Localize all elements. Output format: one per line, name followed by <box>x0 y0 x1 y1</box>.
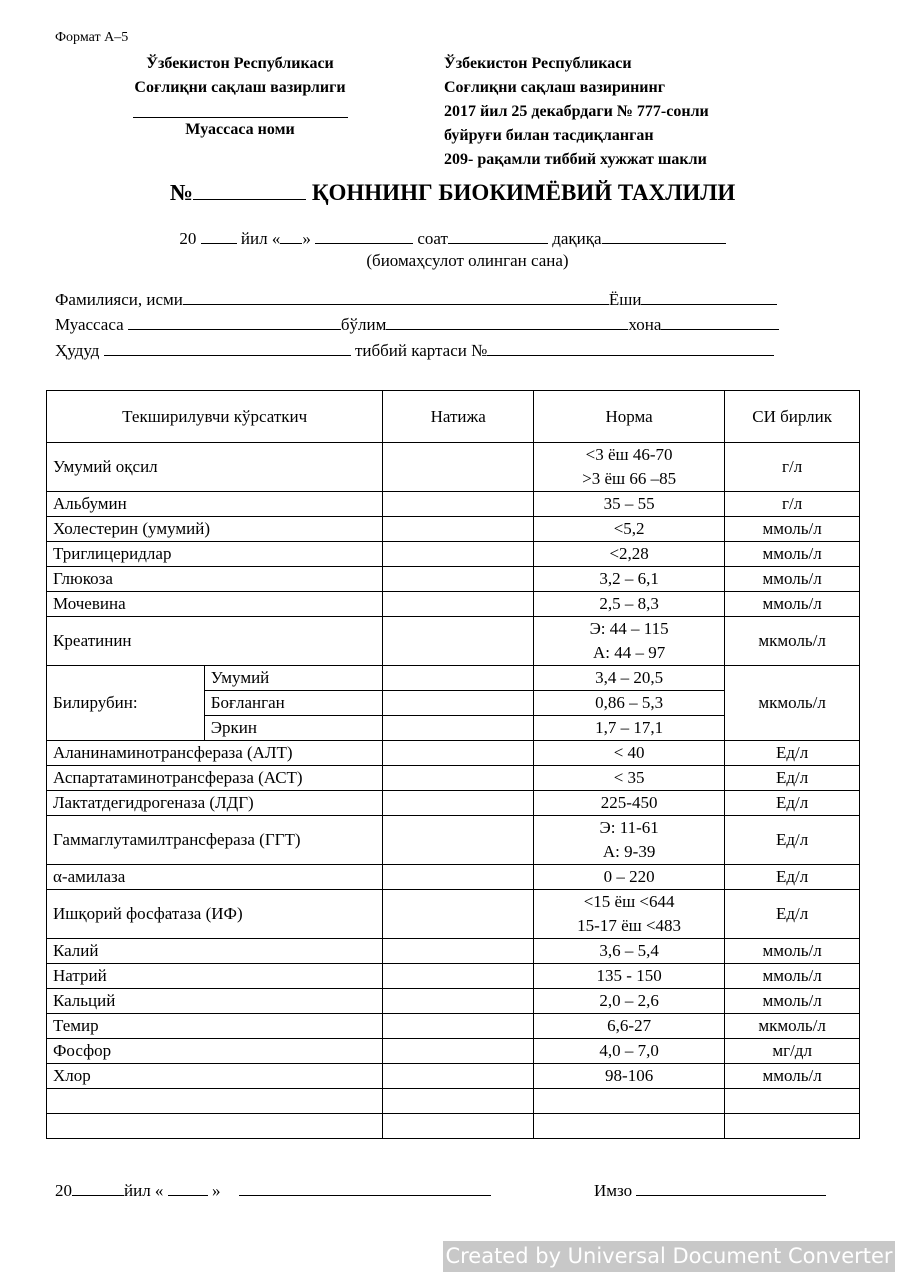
patient-name-line <box>55 289 777 310</box>
unit-cell: мкмоль/л <box>725 1014 860 1039</box>
norm-cell: 35 – 55 <box>533 492 724 517</box>
title-number-blank[interactable] <box>193 181 306 200</box>
norm-cell: 3,6 – 5,4 <box>533 939 724 964</box>
norm-cell: 4,0 – 7,0 <box>533 1039 724 1064</box>
format-label: Формат А–5 <box>55 30 129 45</box>
unit-cell: Ед/л <box>725 890 860 939</box>
table-row <box>47 542 860 567</box>
footer-signature <box>594 1180 826 1201</box>
document-title <box>0 180 905 206</box>
date-hour-label: соат <box>417 229 448 248</box>
bilirubin-sub-name: Умумий <box>204 666 383 691</box>
norm-cell: <5,2 <box>533 517 724 542</box>
norm-line: А: 44 – 97 <box>592 643 666 662</box>
indicator-name: Аланинаминотрансфераза (АЛТ) <box>47 741 383 766</box>
result-cell[interactable] <box>383 1064 534 1089</box>
result-cell[interactable] <box>383 890 534 939</box>
norm-cell: < 40 <box>533 741 724 766</box>
header-right <box>444 52 709 172</box>
unit-cell: Ед/л <box>725 741 860 766</box>
indicator-name: Темир <box>47 1014 383 1039</box>
sample-date-line <box>0 228 905 249</box>
norm-line: <15 ёш <644 <box>583 892 675 911</box>
institution-name-blank[interactable] <box>133 100 348 118</box>
empty-indicator-cell[interactable] <box>47 1089 383 1114</box>
patient-name-blank[interactable] <box>183 289 609 305</box>
region-label: Ҳудуд <box>55 341 100 360</box>
date-hour-blank[interactable] <box>448 228 548 244</box>
header-result: Натижа <box>383 391 534 443</box>
indicator-name: Триглицеридлар <box>47 542 383 567</box>
room-blank[interactable] <box>661 314 779 330</box>
indicator-name: Гаммаглутамилтрансфераза (ГГТ) <box>47 816 383 865</box>
unit-cell: мкмоль/л <box>725 617 860 666</box>
region-blank[interactable] <box>104 340 351 356</box>
indicator-name: Калий <box>47 939 383 964</box>
analysis-table <box>46 390 860 1139</box>
norm-line: А: 9-39 <box>602 842 656 861</box>
result-cell[interactable] <box>383 816 534 865</box>
norm-cell: 2,5 – 8,3 <box>533 592 724 617</box>
table-row <box>47 816 860 865</box>
table-row <box>47 617 860 666</box>
norm-line: 15-17 ёш <483 <box>577 916 682 935</box>
date-year-prefix: 20 <box>179 229 197 248</box>
table-row <box>47 766 860 791</box>
patient-age-label: Ёши <box>608 290 642 309</box>
norm-line: <3 ёш 46-70 <box>585 445 673 464</box>
header-unit: СИ бирлик <box>725 391 860 443</box>
header-indicator: Текширилувчи кўрсаткич <box>47 391 383 443</box>
unit-cell: Ед/л <box>725 816 860 865</box>
table-row <box>47 517 860 542</box>
date-minute-blank[interactable] <box>602 228 726 244</box>
empty-norm-cell[interactable] <box>533 1114 724 1139</box>
table-row <box>47 890 860 939</box>
norm-cell: 3,4 – 20,5 <box>533 666 724 691</box>
footer-close-quote: » <box>211 1181 221 1200</box>
result-cell[interactable] <box>383 939 534 964</box>
patient-institution-line <box>55 314 779 335</box>
institution-blank[interactable] <box>128 314 341 330</box>
result-cell[interactable] <box>383 791 534 816</box>
unit-cell: ммоль/л <box>725 517 860 542</box>
unit-cell: Ед/л <box>725 766 860 791</box>
norm-cell <box>533 617 724 666</box>
unit-cell: г/л <box>725 443 860 492</box>
table-row <box>47 567 860 592</box>
footer-month-blank[interactable] <box>239 1180 491 1196</box>
signature-blank[interactable] <box>636 1180 826 1196</box>
indicator-name: Умумий оқсил <box>47 443 383 492</box>
header-norm: Норма <box>533 391 724 443</box>
unit-cell: г/л <box>725 492 860 517</box>
department-label: бўлим <box>340 315 387 334</box>
date-year-word: йил « <box>240 229 281 248</box>
result-cell[interactable] <box>383 666 534 691</box>
footer-year-word: йил « <box>124 1181 164 1200</box>
empty-unit-cell[interactable] <box>725 1114 860 1139</box>
unit-cell: ммоль/л <box>725 592 860 617</box>
result-cell[interactable] <box>383 492 534 517</box>
result-cell[interactable] <box>383 567 534 592</box>
date-note: (биомаҳсулот олинган сана) <box>366 251 569 270</box>
bilirubin-label: Билирубин: <box>47 666 205 741</box>
table-header-row <box>47 391 860 443</box>
signature-label: Имзо <box>594 1181 633 1200</box>
patient-name-label: Фамилияси, исми <box>55 290 183 309</box>
department-blank[interactable] <box>386 314 628 330</box>
norm-cell: 225-450 <box>533 791 724 816</box>
footer-date <box>55 1180 491 1201</box>
indicator-name: Мочевина <box>47 592 383 617</box>
indicator-name: Кальций <box>47 989 383 1014</box>
bilirubin-sub-name: Эркин <box>204 716 383 741</box>
result-cell[interactable] <box>383 1039 534 1064</box>
room-label: хона <box>628 315 662 334</box>
footer-year-blank[interactable] <box>72 1180 124 1196</box>
table-row <box>47 1039 860 1064</box>
unit-cell: ммоль/л <box>725 567 860 592</box>
indicator-name: Глюкоза <box>47 567 383 592</box>
indicator-name: α-амилаза <box>47 865 383 890</box>
empty-row <box>47 1114 860 1139</box>
table-row <box>47 443 860 492</box>
norm-cell: < 35 <box>533 766 724 791</box>
converter-watermark: Created by Universal Document Converter <box>443 1241 895 1272</box>
header-right-line1: Ўзбекистон Республикаси <box>444 55 632 72</box>
indicator-name: Креатинин <box>47 617 383 666</box>
table-row <box>47 666 860 691</box>
table-row <box>47 964 860 989</box>
unit-cell: ммоль/л <box>725 939 860 964</box>
unit-cell: Ед/л <box>725 791 860 816</box>
norm-cell: <2,28 <box>533 542 724 567</box>
table-row <box>47 1064 860 1089</box>
norm-line: Э: 44 – 115 <box>589 619 669 638</box>
result-cell[interactable] <box>383 517 534 542</box>
empty-norm-cell[interactable] <box>533 1089 724 1114</box>
norm-cell: 0,86 – 5,3 <box>533 691 724 716</box>
norm-cell: 3,2 – 6,1 <box>533 567 724 592</box>
footer-day-blank[interactable] <box>168 1180 208 1196</box>
result-cell[interactable] <box>383 716 534 741</box>
unit-cell: ммоль/л <box>725 964 860 989</box>
indicator-name: Холестерин (умумий) <box>47 517 383 542</box>
norm-cell: 2,0 – 2,6 <box>533 989 724 1014</box>
card-label: тиббий картаси № <box>354 341 488 360</box>
table-row <box>47 492 860 517</box>
institution-label: Муассаса <box>55 315 124 334</box>
indicator-name: Лактатдегидрогеназа (ЛДГ) <box>47 791 383 816</box>
unit-cell: мкмоль/л <box>725 666 860 741</box>
norm-cell <box>533 816 724 865</box>
result-cell[interactable] <box>383 766 534 791</box>
header-right-line5: 209- рақамли тиббий хужжат шакли <box>444 151 707 168</box>
result-cell[interactable] <box>383 617 534 666</box>
table-row <box>47 1014 860 1039</box>
norm-cell: 135 - 150 <box>533 964 724 989</box>
bilirubin-sub-name: Боғланган <box>204 691 383 716</box>
unit-cell: мг/дл <box>725 1039 860 1064</box>
date-close-quote: » <box>302 229 311 248</box>
table-row <box>47 865 860 890</box>
date-minute-label: дақиқа <box>552 229 602 248</box>
table-row <box>47 791 860 816</box>
empty-unit-cell[interactable] <box>725 1089 860 1114</box>
unit-cell: ммоль/л <box>725 542 860 567</box>
result-cell[interactable] <box>383 1114 534 1139</box>
norm-line: Э: 11-61 <box>599 818 659 837</box>
unit-cell: Ед/л <box>725 865 860 890</box>
result-cell[interactable] <box>383 1014 534 1039</box>
result-cell[interactable] <box>383 542 534 567</box>
header-right-line2: Соғлиқни сақлаш вазирининг <box>444 79 665 96</box>
unit-cell: ммоль/л <box>725 989 860 1014</box>
indicator-name: Альбумин <box>47 492 383 517</box>
norm-cell: 6,6-27 <box>533 1014 724 1039</box>
indicator-name: Хлор <box>47 1064 383 1089</box>
card-blank[interactable] <box>487 340 774 356</box>
table-row <box>47 989 860 1014</box>
footer-year-prefix: 20 <box>55 1181 72 1200</box>
patient-region-line <box>55 340 774 361</box>
indicator-name: Фосфор <box>47 1039 383 1064</box>
norm-cell <box>533 443 724 492</box>
result-cell[interactable] <box>383 865 534 890</box>
table-row <box>47 939 860 964</box>
indicator-name: Натрий <box>47 964 383 989</box>
empty-row <box>47 1089 860 1114</box>
norm-cell: 0 – 220 <box>533 865 724 890</box>
norm-cell: 98-106 <box>533 1064 724 1089</box>
norm-cell <box>533 890 724 939</box>
patient-age-blank[interactable] <box>641 289 777 305</box>
title-number-sign: № <box>169 180 193 205</box>
result-cell[interactable] <box>383 443 534 492</box>
result-cell[interactable] <box>383 741 534 766</box>
result-cell[interactable] <box>383 691 534 716</box>
result-cell[interactable] <box>383 1089 534 1114</box>
date-month-blank[interactable] <box>315 228 413 244</box>
empty-indicator-cell[interactable] <box>47 1114 383 1139</box>
result-cell[interactable] <box>383 592 534 617</box>
indicator-name: Ишқорий фосфатаза (ИФ) <box>47 890 383 939</box>
result-cell[interactable] <box>383 989 534 1014</box>
indicator-name: Аспартатаминотрансфераза (АСТ) <box>47 766 383 791</box>
header-right-line4: буйруғи билан тасдиқланган <box>444 127 654 144</box>
header-right-line3: 2017 йил 25 декабрдаги № 777-сонли <box>444 103 709 120</box>
header-left-line2: Соғлиқни сақлаш вазирлиги <box>134 79 346 96</box>
norm-line: >3 ёш 66 –85 <box>582 469 677 488</box>
table-row <box>47 592 860 617</box>
header-left <box>95 52 385 142</box>
title-text: ҚОННИНГ БИОКИМЁВИЙ ТАХЛИЛИ <box>311 180 736 205</box>
unit-cell: ммоль/л <box>725 1064 860 1089</box>
date-day-blank[interactable] <box>280 228 302 244</box>
table-row <box>47 741 860 766</box>
date-year-blank[interactable] <box>201 228 237 244</box>
header-left-line3: Муассаса номи <box>185 121 295 138</box>
norm-cell: 1,7 – 17,1 <box>533 716 724 741</box>
result-cell[interactable] <box>383 964 534 989</box>
header-left-line1: Ўзбекистон Республикаси <box>146 55 334 72</box>
